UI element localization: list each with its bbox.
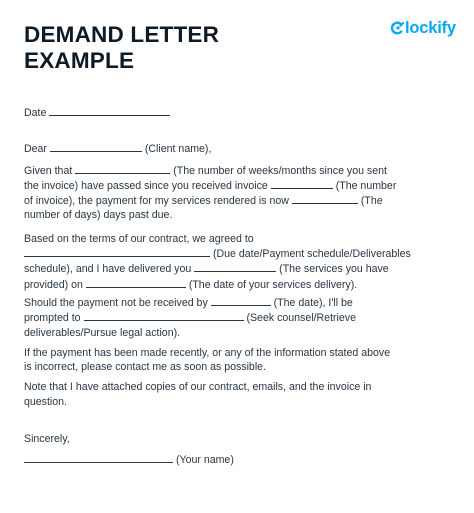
title-line-2: EXAMPLE	[24, 48, 135, 73]
dear-line	[24, 141, 456, 156]
letter-title	[24, 22, 219, 74]
dear-label: Dear	[24, 143, 47, 156]
date-line	[24, 105, 456, 120]
payment-date-blank	[211, 295, 271, 306]
client-name-blank	[50, 141, 142, 152]
paragraph-note: Note that I have attached copies of our contract, emails, and the invoice in question.	[24, 381, 372, 408]
paragraph-recent: If the payment has been made recently, or any of the information stated above is incorrect, please contact me as soon as possible.	[24, 346, 391, 374]
signature-line	[24, 452, 456, 467]
sincerely-line: Sincerely,	[24, 433, 70, 446]
your-name-blank	[24, 452, 173, 463]
client-name-hint: (Client name),	[144, 143, 212, 156]
clockify-c-icon	[390, 20, 405, 36]
paragraph-should: Should the payment not be received by (The date), I'll be prompted to (Seek counsel/Retrieve deliverables/Pursue legal action).	[24, 296, 356, 339]
due-date-blank	[24, 246, 210, 257]
services-blank	[194, 261, 276, 272]
action-blank	[84, 310, 244, 321]
delivery-date-blank	[86, 277, 186, 288]
date-label: Date	[24, 107, 47, 119]
date-blank	[49, 105, 170, 116]
weeks-blank	[75, 163, 170, 174]
title-line-1: DEMAND LETTER	[24, 22, 220, 47]
clockify-logo	[390, 19, 456, 37]
days-blank	[292, 193, 358, 204]
logo-text: lockify	[405, 18, 456, 37]
paragraph-terms: Based on the terms of our contract, we agreed to (Due date/Payment schedule/Deliverables schedule), and I have delivered you (The services you have provided) on (The date of your services delivery).	[24, 232, 411, 291]
invoice-number-blank	[271, 178, 333, 189]
paragraph-given-that: Given that (The number of weeks/months since you sent the invoice) have passed since you received invoice (The number of invoice), the payment for my services rendered is now (The number of days) days past due.	[24, 164, 397, 222]
letter-body	[24, 105, 456, 468]
your-name-hint: (Your name)	[175, 454, 234, 467]
